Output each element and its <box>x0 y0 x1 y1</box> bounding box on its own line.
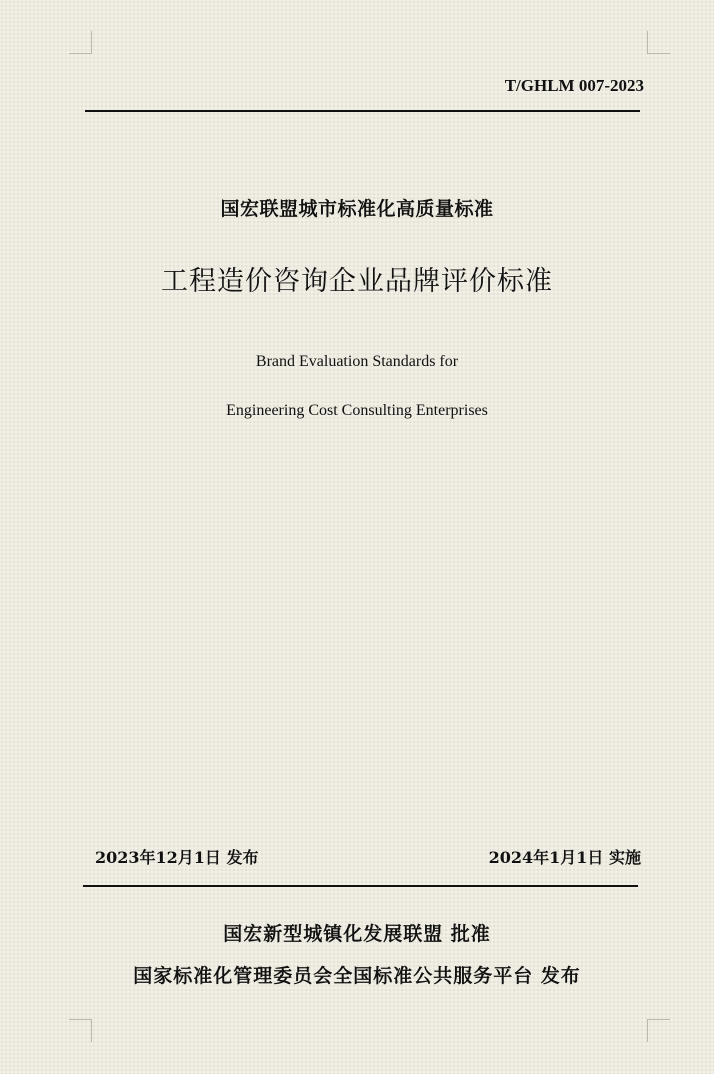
english-title-line1: Brand Evaluation Standards for <box>255 353 459 370</box>
crop-mark-top-left <box>69 31 92 54</box>
main-title: 工程造价咨询企业品牌评价标准 <box>161 266 553 297</box>
footer-rule <box>83 885 638 887</box>
issue-date: 2023年12月1日 发布 <box>95 848 259 867</box>
english-title-line2: Engineering Cost Consulting Enterprises <box>226 402 488 419</box>
crop-mark-bottom-left <box>69 1019 92 1042</box>
approver-line: 国宏新型城镇化发展联盟 批准 <box>223 923 491 945</box>
standard-code: T/GHLM 007-2023 <box>504 76 644 95</box>
header-rule <box>85 110 640 112</box>
publisher-line: 国家标准化管理委员会全国标准公共服务平台 发布 <box>133 965 581 987</box>
crop-mark-top-right <box>647 31 670 54</box>
crop-mark-bottom-right <box>647 1019 670 1042</box>
series-title: 国宏联盟城市标准化高质量标准 <box>220 198 494 220</box>
implementation-date: 2024年1月1日 实施 <box>488 848 641 867</box>
